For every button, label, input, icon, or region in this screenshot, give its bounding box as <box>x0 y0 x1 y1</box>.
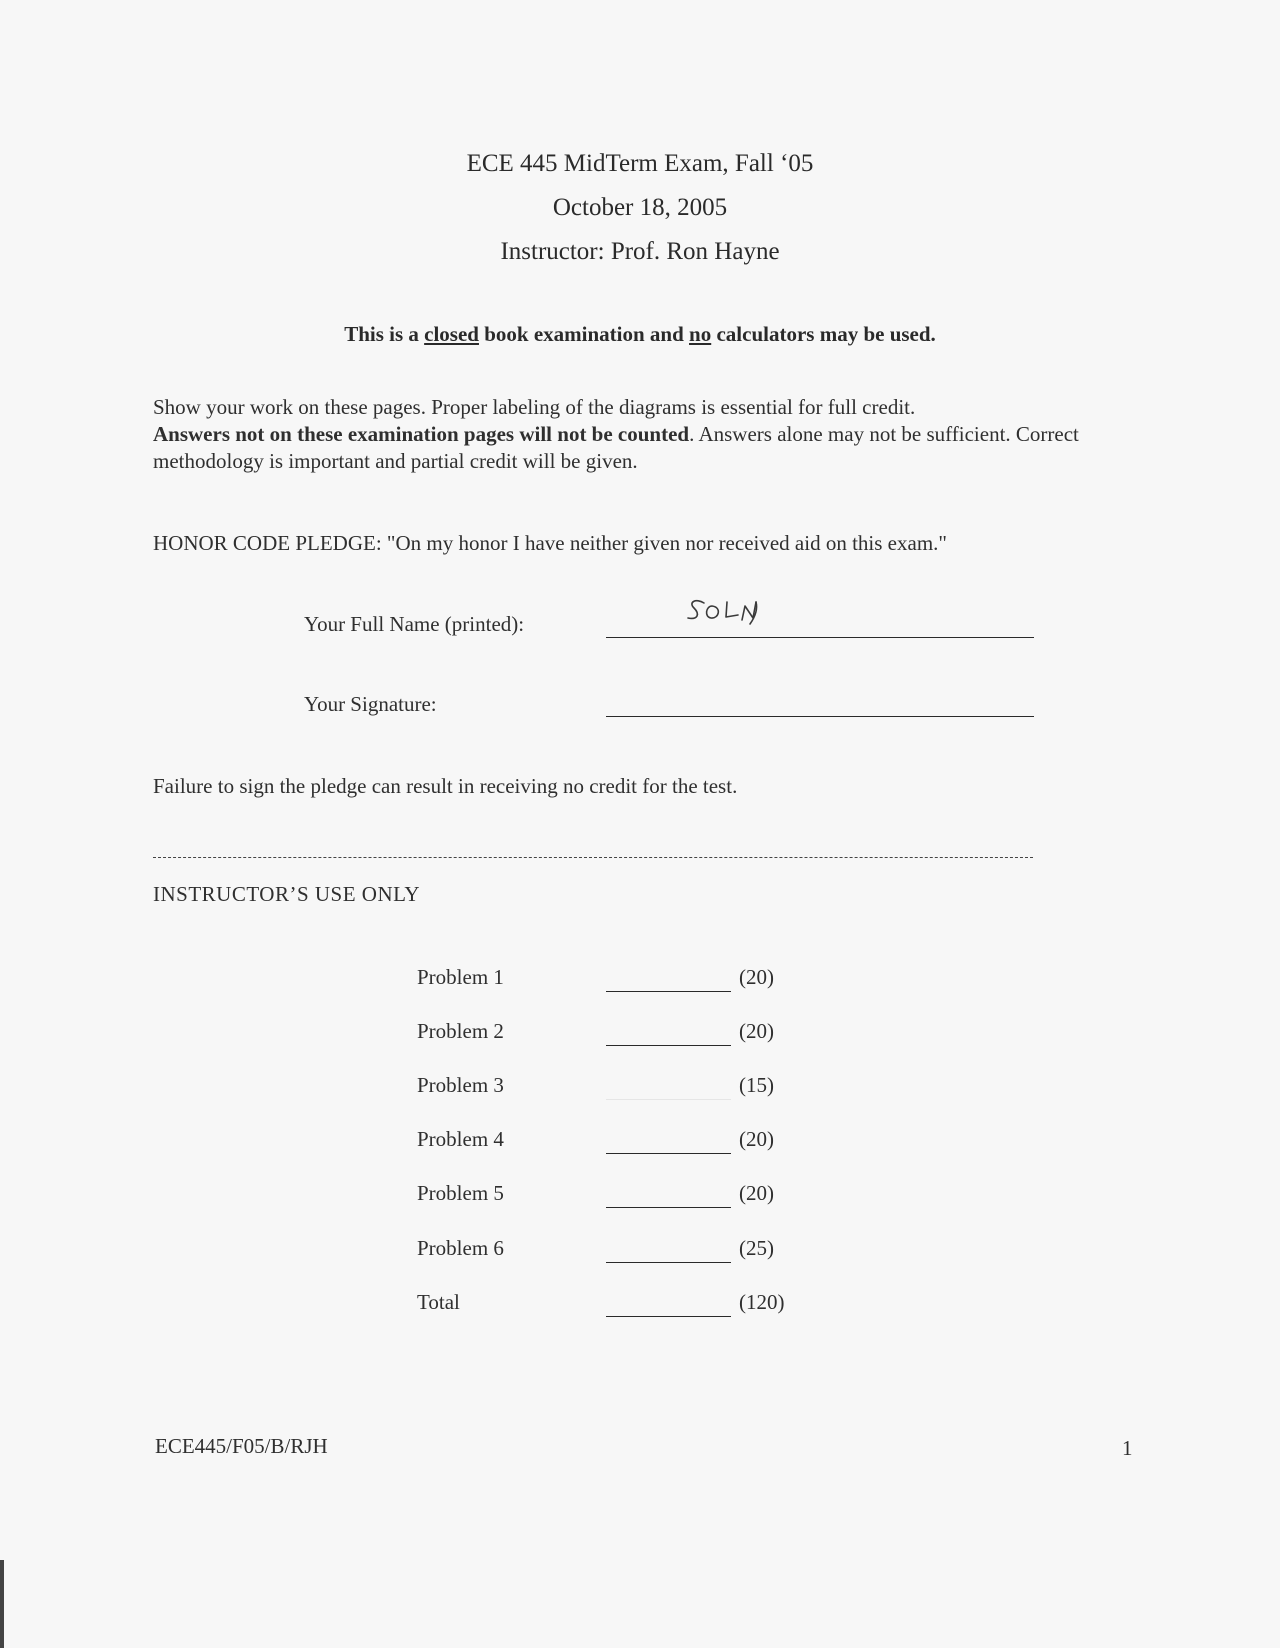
score-row-label: Total <box>417 1290 460 1314</box>
score-row-label: Problem 1 <box>417 965 504 989</box>
notice-no: no <box>689 322 712 346</box>
score-blank[interactable] <box>606 1316 731 1317</box>
score-row-points: (15) <box>739 1073 774 1097</box>
exam-title: ECE 445 MidTerm Exam, Fall ‘05 <box>466 150 814 177</box>
score-blank[interactable] <box>606 1153 731 1154</box>
notice-suffix: calculators may be used. <box>711 322 936 346</box>
score-blank[interactable] <box>606 991 731 992</box>
score-row-points: (25) <box>739 1236 774 1260</box>
table-row <box>0 1290 1280 1320</box>
table-row <box>0 1181 1280 1211</box>
notice-closed: closed <box>424 322 479 346</box>
score-row-label: Problem 2 <box>417 1019 504 1043</box>
footer-code: ECE445/F05/B/RJH <box>155 1434 328 1458</box>
score-row-label: Problem 3 <box>417 1073 504 1097</box>
table-row <box>0 1127 1280 1157</box>
notice-middle: book examination and <box>478 322 690 346</box>
closed-book-notice <box>0 322 1280 347</box>
table-row <box>0 1019 1280 1049</box>
scan-edge-mark <box>0 1560 4 1648</box>
instructions-line1: Show your work on these pages. Proper labeling of the diagrams is essential for full credit. <box>153 395 916 419</box>
exam-instructor: Instructor: Prof. Ron Hayne <box>500 238 780 265</box>
score-row-points: (20) <box>739 1019 774 1043</box>
notice-prefix: This is a <box>344 322 425 346</box>
score-row-label: Problem 4 <box>417 1127 504 1151</box>
score-row-points: (20) <box>739 965 774 989</box>
instructions-rest: . Answers alone may not be sufficient. Correct methodology is important and partial credit will be given. <box>153 422 1079 473</box>
score-blank[interactable] <box>606 1262 731 1263</box>
score-row-points: (20) <box>739 1127 774 1151</box>
score-row-label: Problem 6 <box>417 1236 504 1260</box>
signature-field[interactable] <box>606 716 1034 717</box>
score-row-points: (20) <box>739 1181 774 1205</box>
section-divider <box>153 857 1033 858</box>
table-row <box>0 1073 1280 1103</box>
full-name-field[interactable] <box>606 590 1034 638</box>
score-blank[interactable] <box>606 1045 731 1046</box>
pledge-warning: Failure to sign the pledge can result in receiving no credit for the test. <box>153 774 738 798</box>
table-row <box>0 1236 1280 1266</box>
instructions-bold: Answers not on these examination pages will not be counted <box>153 422 690 446</box>
score-blank[interactable] <box>606 1207 731 1208</box>
instructor-use-heading: INSTRUCTOR’S USE ONLY <box>153 882 421 906</box>
full-name-label: Your Full Name (printed): <box>304 612 525 636</box>
full-name-underline <box>606 637 1034 638</box>
score-blank[interactable] <box>606 1099 731 1100</box>
signature-label: Your Signature: <box>304 692 437 716</box>
table-row <box>0 965 1280 995</box>
instructions-paragraph <box>153 394 1113 475</box>
score-row-label: Problem 5 <box>417 1181 504 1205</box>
page-number: 1 <box>1122 1436 1133 1460</box>
score-row-points: (120) <box>739 1290 785 1314</box>
exam-date: October 18, 2005 <box>552 194 728 221</box>
honor-code-pledge: HONOR CODE PLEDGE: "On my honor I have neither given nor received aid on this exam." <box>153 531 947 555</box>
handwritten-name <box>606 590 1034 638</box>
